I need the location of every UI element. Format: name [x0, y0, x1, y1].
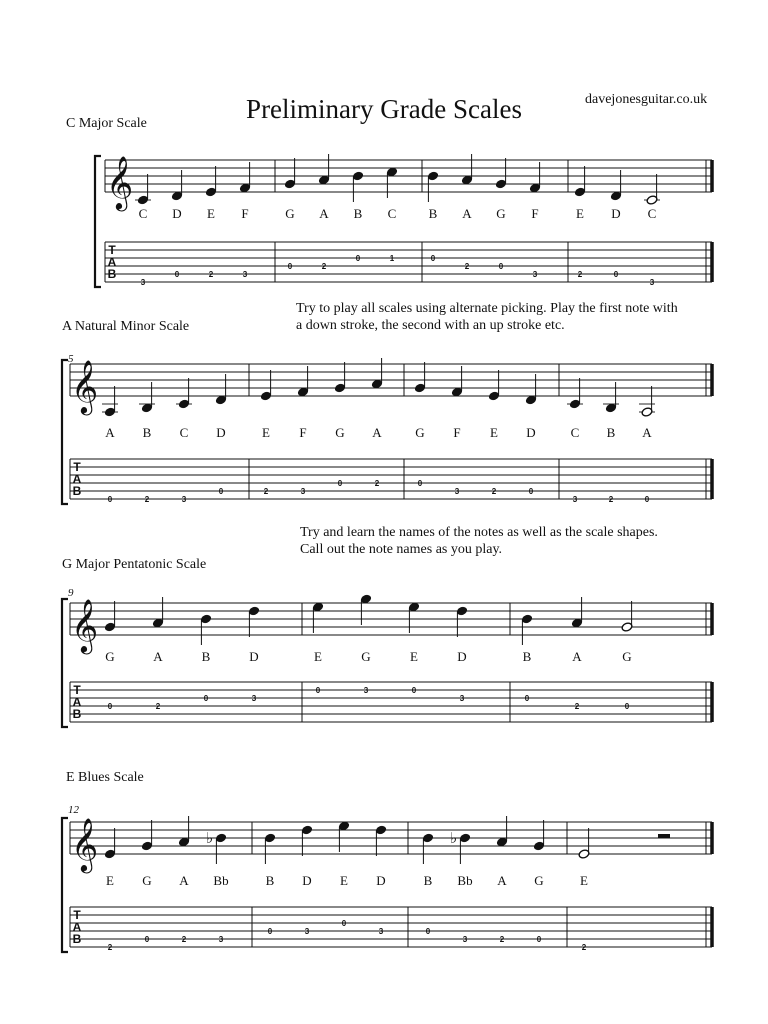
tab-label-letter: B: [72, 932, 82, 946]
tab-fret-number: 2: [144, 495, 150, 504]
tab-fret-number: 0: [498, 262, 504, 271]
note-name: A: [642, 425, 652, 440]
tab-fret-number: 0: [203, 694, 209, 703]
system-bracket: [62, 818, 68, 952]
tab-fret-number: 3: [140, 278, 146, 287]
tab-fret-number: 2: [181, 935, 187, 944]
half-rest: [658, 834, 670, 838]
note-name: E: [106, 873, 114, 888]
tab-fret-number: 2: [581, 943, 587, 952]
bar-number: 5: [68, 353, 74, 365]
tab-fret-number: 3: [378, 927, 384, 936]
instruction-line: Call out the note names as you play.: [300, 542, 503, 557]
note-name: E: [262, 425, 270, 440]
tab-fret-number: 2: [491, 487, 497, 496]
note-name: D: [611, 206, 621, 221]
note-name: E: [576, 206, 584, 221]
tab-label-letter: T: [73, 908, 81, 922]
note-name: Bb: [213, 873, 229, 888]
note-name: A: [105, 425, 115, 440]
tab-fret-number: 3: [251, 694, 257, 703]
note-name: G: [285, 206, 295, 221]
note-name: B: [423, 873, 433, 888]
tab-label-letter: A: [72, 920, 82, 934]
note-name: E: [340, 873, 348, 888]
tab-fret-number: 0: [528, 487, 534, 496]
tab-fret-number: 2: [155, 702, 161, 711]
tab-fret-number: 0: [411, 686, 417, 695]
note-name: C: [570, 425, 580, 440]
treble-clef-icon: 𝄞: [71, 598, 99, 652]
note-name: B: [606, 425, 616, 440]
note-name: A: [319, 206, 329, 221]
note-name: G: [142, 873, 152, 888]
tab-label-letter: B: [72, 707, 82, 721]
scale-title-e-blues: E Blues Scale: [66, 770, 144, 785]
tab-fret-number: 3: [218, 935, 224, 944]
note-name: A: [179, 873, 189, 888]
scale-title-a-minor: A Natural Minor Scale: [62, 319, 190, 334]
tab-fret-number: 0: [613, 270, 619, 279]
note-name: B: [428, 206, 438, 221]
note-name: E: [580, 873, 588, 888]
tab-fret-number: 2: [263, 487, 269, 496]
tab-fret-number: 0: [425, 927, 431, 936]
system-bracket: [95, 156, 101, 287]
note-name: Bb: [457, 873, 473, 888]
note-name: A: [153, 649, 163, 664]
tab-fret-number: 0: [218, 487, 224, 496]
note-name: C: [138, 206, 148, 221]
tab-label-letter: T: [73, 683, 81, 697]
tab-label-letter: B: [72, 484, 82, 498]
tab-fret-number: 3: [181, 495, 187, 504]
note-name: F: [531, 206, 539, 221]
instruction-line: Try and learn the names of the notes as well as the scale shapes.: [300, 525, 658, 540]
tab-fret-number: 2: [321, 262, 327, 271]
note-name: B: [265, 873, 275, 888]
note-name: A: [497, 873, 507, 888]
tab-fret-number: 3: [459, 694, 465, 703]
tab-fret-number: 3: [532, 270, 538, 279]
note-name: G: [361, 649, 371, 664]
tab-fret-number: 0: [174, 270, 180, 279]
tab-fret-number: 3: [454, 487, 460, 496]
flat-sign-icon: ♭: [206, 829, 214, 847]
treble-clef-icon: 𝄞: [71, 359, 99, 413]
note-name: D: [249, 649, 259, 664]
tab-fret-number: 2: [574, 702, 580, 711]
tab-label-letter: A: [72, 695, 82, 709]
tab-fret-number: 2: [499, 935, 505, 944]
note-name: F: [241, 206, 249, 221]
note-name: G: [415, 425, 425, 440]
note-name: F: [453, 425, 461, 440]
tab-fret-number: 3: [649, 278, 655, 287]
tab-fret-number: 0: [107, 495, 113, 504]
bar-number: 9: [68, 587, 74, 599]
tab-fret-number: 3: [242, 270, 248, 279]
note-name: A: [372, 425, 382, 440]
tab-label-letter: A: [72, 472, 82, 486]
tab-label-letter: A: [107, 255, 117, 269]
note-name: F: [299, 425, 307, 440]
note-name: E: [314, 649, 322, 664]
note-name: B: [142, 425, 152, 440]
note-name: D: [302, 873, 312, 888]
tab-fret-number: 1: [389, 254, 395, 263]
tab-label-letter: B: [107, 267, 117, 281]
note-name: B: [201, 649, 211, 664]
scale-title-g-pentatonic: G Major Pentatonic Scale: [62, 557, 207, 572]
note-name: D: [172, 206, 182, 221]
note-name: A: [572, 649, 582, 664]
note-name: D: [526, 425, 536, 440]
website-url: davejonesguitar.co.uk: [585, 92, 708, 107]
note-name: G: [622, 649, 632, 664]
instruction-line: a down stroke, the second with an up stroke etc.: [296, 318, 565, 333]
tab-fret-number: 0: [624, 702, 630, 711]
tab-fret-number: 0: [355, 254, 361, 263]
treble-clef-icon: 𝄞: [71, 817, 99, 871]
tab-fret-number: 3: [300, 487, 306, 496]
system-bracket: [62, 360, 68, 504]
note-name: E: [490, 425, 498, 440]
tab-fret-number: 0: [417, 479, 423, 488]
note-name: D: [457, 649, 467, 664]
note-name: C: [387, 206, 397, 221]
tab-fret-number: 0: [267, 927, 273, 936]
note-name: B: [353, 206, 363, 221]
page-title: Preliminary Grade Scales: [246, 94, 522, 124]
note-name: E: [410, 649, 418, 664]
tab-fret-number: 3: [572, 495, 578, 504]
tab-fret-number: 2: [374, 479, 380, 488]
treble-clef-icon: 𝄞: [106, 155, 134, 209]
bar-number: 12: [68, 804, 79, 816]
tab-fret-number: 2: [208, 270, 214, 279]
tab-fret-number: 3: [363, 686, 369, 695]
note-name: A: [462, 206, 472, 221]
note-name: D: [376, 873, 386, 888]
tab-fret-number: 2: [107, 943, 113, 952]
note-name: G: [335, 425, 345, 440]
tab-fret-number: 2: [577, 270, 583, 279]
tab-label-letter: T: [108, 243, 116, 257]
tab-fret-number: 3: [462, 935, 468, 944]
tab-fret-number: 2: [608, 495, 614, 504]
note-name: B: [522, 649, 532, 664]
tab-fret-number: 0: [341, 919, 347, 928]
tab-fret-number: 3: [304, 927, 310, 936]
tab-fret-number: 0: [524, 694, 530, 703]
tab-fret-number: 0: [287, 262, 293, 271]
tab-fret-number: 0: [107, 702, 113, 711]
tab-fret-number: 0: [144, 935, 150, 944]
tab-fret-number: 0: [430, 254, 436, 263]
note-name: G: [496, 206, 506, 221]
tab-fret-number: 0: [337, 479, 343, 488]
flat-sign-icon: ♭: [450, 829, 458, 847]
scale-title-c-major: C Major Scale: [66, 116, 147, 131]
note-name: G: [534, 873, 544, 888]
note-name: D: [216, 425, 226, 440]
tab-fret-number: 0: [644, 495, 650, 504]
tab-fret-number: 0: [315, 686, 321, 695]
note-name: C: [179, 425, 189, 440]
system-bracket: [62, 599, 68, 727]
note-name: G: [105, 649, 115, 664]
tab-fret-number: 2: [464, 262, 470, 271]
note-name: C: [647, 206, 657, 221]
tab-label-letter: T: [73, 460, 81, 474]
instruction-line: Try to play all scales using alternate picking. Play the first note with: [296, 301, 678, 316]
note-name: E: [207, 206, 215, 221]
tab-fret-number: 0: [536, 935, 542, 944]
